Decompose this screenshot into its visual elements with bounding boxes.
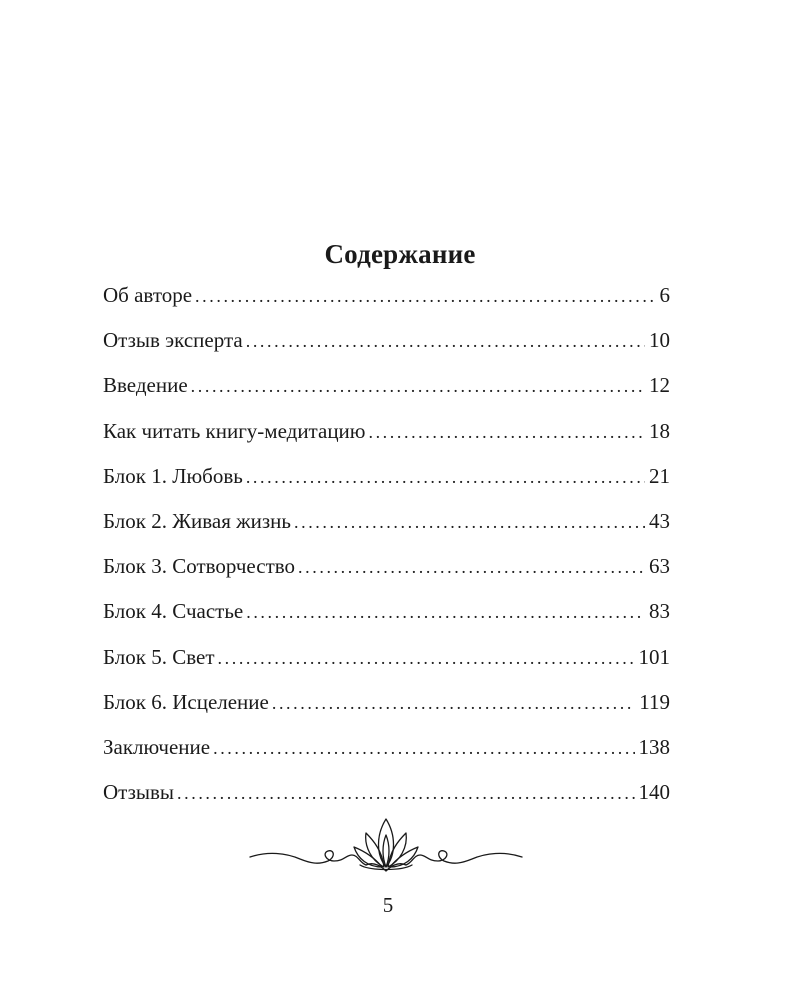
toc-entry-page: 63 [649, 554, 670, 579]
dot-leader [177, 775, 634, 811]
toc-entry-label: Заключение [103, 734, 211, 759]
dot-leader [298, 549, 645, 585]
toc-entry-label: Отзыв эксперта [103, 328, 243, 353]
toc-entry-page: 101 [638, 644, 670, 669]
dot-leader [272, 685, 635, 721]
dot-leader [294, 504, 645, 540]
table-of-contents [103, 277, 670, 819]
toc-entry-page: 83 [649, 599, 670, 624]
dot-leader [195, 278, 655, 314]
toc-entry[interactable] [103, 639, 670, 684]
toc-entry-label: Блок 3. Сотворчество [103, 554, 296, 579]
toc-entry-label: Об авторе [103, 283, 193, 307]
toc-entry-page: 10 [649, 328, 670, 353]
dot-leader [191, 368, 645, 404]
page-number: 5 [382, 893, 394, 917]
toc-entry[interactable] [103, 503, 670, 548]
page-title: Содержание [324, 239, 476, 270]
toc-entry-label: Введение [103, 373, 188, 398]
toc-entry-page: 119 [639, 689, 670, 714]
toc-entry-page: 6 [659, 283, 670, 307]
toc-entry-page: 12 [649, 373, 670, 398]
toc-entry-label: Как читать книгу-медитацию [103, 418, 366, 443]
toc-entry-page: 140 [638, 780, 670, 805]
toc-entry-label: Блок 1. Любовь [103, 463, 243, 488]
dot-leader [218, 640, 635, 676]
dot-leader [246, 459, 645, 495]
toc-entry-label: Блок 2. Живая жизнь [103, 508, 291, 533]
toc-entry[interactable] [103, 367, 670, 412]
dot-leader [368, 414, 645, 450]
toc-entry-page: 43 [649, 508, 670, 533]
toc-entry[interactable] [103, 593, 670, 638]
toc-entry[interactable] [103, 322, 670, 367]
toc-entry-label: Блок 4. Счастье [103, 599, 244, 624]
dot-leader [246, 594, 645, 630]
toc-entry[interactable] [103, 729, 670, 774]
dot-leader [213, 730, 634, 766]
lotus-flourish-icon [248, 815, 524, 879]
toc-entry[interactable] [103, 774, 670, 819]
dot-leader [246, 323, 645, 359]
toc-entry-label: Блок 6. Исцеление [103, 689, 269, 714]
toc-entry-page: 138 [638, 734, 670, 759]
toc-entry[interactable] [103, 277, 670, 322]
toc-entry[interactable] [103, 684, 670, 729]
toc-entry-page: 21 [649, 463, 670, 488]
toc-entry-label: Отзывы [103, 780, 175, 805]
toc-entry[interactable] [103, 548, 670, 593]
toc-entry-label: Блок 5. Свет [103, 644, 215, 669]
toc-entry[interactable] [103, 458, 670, 503]
toc-entry-page: 18 [649, 418, 670, 443]
toc-entry[interactable] [103, 413, 670, 458]
